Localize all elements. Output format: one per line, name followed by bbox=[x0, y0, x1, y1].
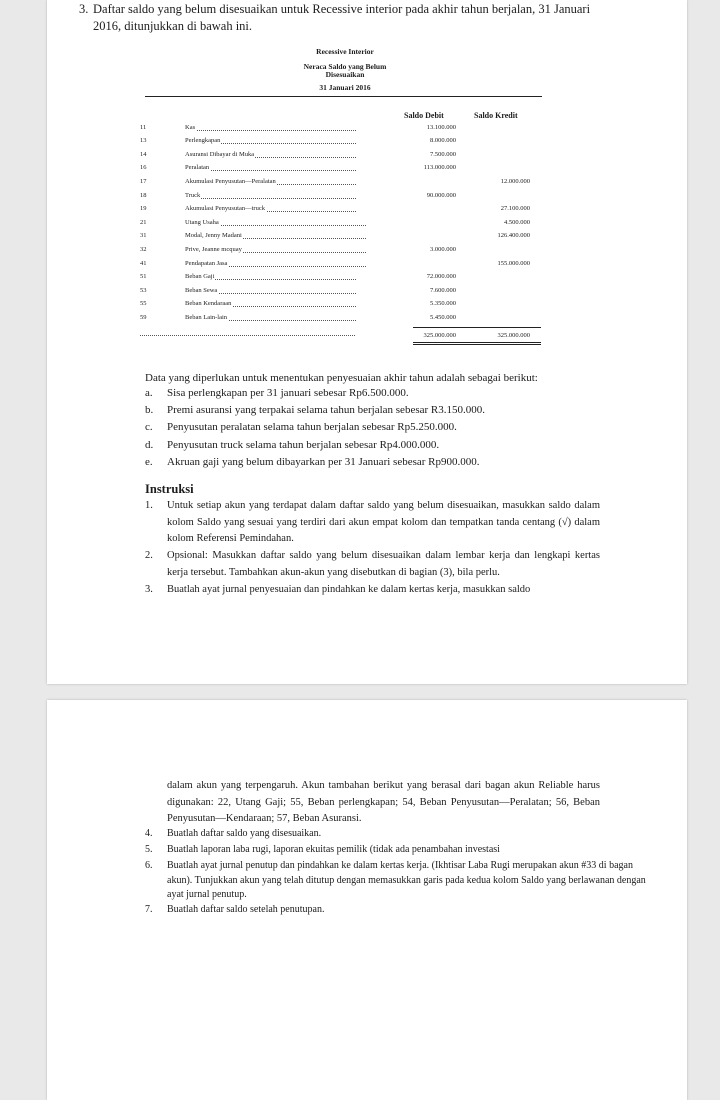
instruction-item bbox=[145, 498, 600, 548]
credit-amount: 12.000.000 bbox=[500, 177, 530, 185]
account-name: Beban Lain-lain bbox=[185, 313, 228, 321]
account-name: Kas bbox=[185, 123, 196, 131]
account-name: Utang Usaha bbox=[185, 218, 219, 226]
account-name: Pendapatan Jasa bbox=[185, 259, 228, 267]
statement-title-line1: Neraca Saldo yang Belum bbox=[303, 62, 387, 71]
adjustment-item bbox=[145, 454, 605, 471]
table-row bbox=[140, 232, 540, 246]
account-number: 11 bbox=[140, 123, 147, 131]
debit-amount: 72.000.000 bbox=[426, 273, 456, 281]
item-text: Buatlah laporan laba rugi, laporan ekuitas pemilik (tidak ada penambahan investasi bbox=[167, 844, 500, 855]
account-number: 21 bbox=[140, 218, 147, 226]
table-row bbox=[140, 246, 540, 260]
account-number: 17 bbox=[140, 177, 147, 185]
item-text: Penyusutan peralatan selama tahun berjalan sebesar Rp5.250.000. bbox=[167, 421, 457, 434]
item-marker: 7. bbox=[145, 904, 153, 915]
total-top-rule bbox=[413, 327, 541, 328]
table-row bbox=[140, 300, 540, 314]
account-number: 16 bbox=[140, 164, 147, 172]
item-text: Buatlah daftar saldo yang disesuaikan. bbox=[167, 828, 322, 839]
statement-date: 31 Januari 2016 bbox=[319, 83, 371, 92]
item-marker: 6. bbox=[145, 860, 153, 871]
debit-amount: 90.000.000 bbox=[426, 191, 456, 199]
account-name: Beban Kendaraan bbox=[185, 300, 232, 308]
item-marker: 1. bbox=[145, 500, 153, 511]
debit-amount: 5.350.000 bbox=[430, 300, 456, 308]
account-name: Asuransi Dibayar di Muka bbox=[185, 150, 255, 158]
account-number: 32 bbox=[140, 245, 147, 253]
statement-title-line2: Disesuaikan bbox=[325, 70, 365, 79]
total-credit: 325.000.000 bbox=[497, 332, 530, 339]
credit-amount: 27.100.000 bbox=[500, 205, 530, 213]
account-name: Perlengkapan bbox=[185, 137, 221, 145]
account-number: 13 bbox=[140, 137, 147, 145]
item-marker: a. bbox=[145, 387, 153, 399]
account-number: 51 bbox=[140, 273, 147, 281]
item-marker: e. bbox=[145, 455, 153, 468]
item-text: Untuk setiap akun yang terdapat dalam daftar saldo yang belum disesuaikan, masukkan saldo dalam kolom Saldo yang sesuai yang terdiri dari akun empat kolom dan tempatkan tanda centang (√) dalam kolom Referensi Pemindahan. bbox=[167, 500, 600, 544]
adjustment-item bbox=[145, 419, 605, 436]
instruction-item bbox=[145, 903, 650, 918]
account-name: Truck bbox=[185, 191, 201, 199]
table-row bbox=[140, 219, 540, 233]
total-leader-line bbox=[140, 335, 355, 336]
item-text: Premi asuransi yang terpakai selama tahun berjalan sebesar R3.150.000. bbox=[167, 404, 485, 417]
total-double-rule-2 bbox=[413, 344, 541, 345]
table-row bbox=[140, 287, 540, 301]
account-number: 19 bbox=[140, 205, 147, 213]
table-row bbox=[140, 124, 540, 138]
total-debit: 325.000.000 bbox=[423, 332, 456, 339]
account-number: 53 bbox=[140, 286, 147, 294]
table-row bbox=[140, 137, 540, 151]
item-marker: b. bbox=[145, 404, 154, 417]
item-marker: 3. bbox=[145, 584, 153, 595]
item-text: Buatlah daftar saldo setelah penutupan. bbox=[167, 904, 325, 915]
account-name: Prive, Jeanne mcquay bbox=[185, 245, 242, 253]
account-number: 14 bbox=[140, 150, 147, 158]
item-marker: d. bbox=[145, 438, 154, 451]
debit-amount: 3.000.000 bbox=[430, 245, 456, 253]
instructions-heading: Instruksi bbox=[145, 482, 194, 496]
leader-line bbox=[186, 124, 356, 131]
item-text: Akruan gaji yang belum dibayarkan per 31 Januari sebesar Rp900.000. bbox=[167, 455, 480, 468]
col-header-debit: Saldo Debit bbox=[404, 111, 444, 120]
account-name: Peralatan bbox=[185, 164, 210, 172]
debit-amount: 7.600.000 bbox=[430, 286, 456, 294]
debit-amount: 7.500.000 bbox=[430, 150, 456, 158]
adjustment-item bbox=[145, 385, 605, 402]
item-text: Opsional: Masukkan daftar saldo yang belum disesuaikan dalam lembar kerja dan lengkapi kertas kerja tersebut. Tambahkan akun-akun yang disebutkan di bagian (3), bila perlu. bbox=[167, 550, 600, 578]
table-row bbox=[140, 164, 540, 178]
continuation-text: dalam akun yang terpengaruh. Akun tambahan berikut yang berasal dari bagan akun Reliable harus digunakan: 22, Utang Gaji; 55, Beban perlengkapan; 54, Beban Penyusutan—Peralatan; 56, Beban Penyusutan—Kendaraan; 57, Beban Asuransi. bbox=[167, 780, 600, 824]
table-row bbox=[140, 260, 540, 274]
account-number: 59 bbox=[140, 313, 147, 321]
instruction-item bbox=[145, 843, 650, 858]
item-text: Buatlah ayat jurnal penyesuaian dan pindahkan ke dalam kertas kerja, masukkan saldo bbox=[167, 584, 531, 595]
account-name: Beban Sewa bbox=[185, 286, 218, 294]
account-number: 31 bbox=[140, 232, 147, 240]
leader-line bbox=[186, 164, 356, 171]
item-text: Sisa perlengkapan per 31 januari sebesar Rp6.500.000. bbox=[167, 387, 409, 399]
header-rule bbox=[145, 96, 542, 97]
account-name: Beban Gaji bbox=[185, 273, 215, 281]
item-marker: 4. bbox=[145, 828, 153, 839]
debit-amount: 5.450.000 bbox=[430, 313, 456, 321]
company-name: Recessive Interior bbox=[316, 47, 374, 56]
account-name: Akumulasi Penyusutan—truck bbox=[185, 205, 265, 213]
question-text: Daftar saldo yang belum disesuaikan untuk Recessive interior pada akhir tahun berjalan, 31 Januari 2016, ditunjukkan di bawah ini. bbox=[93, 2, 591, 33]
table-row bbox=[140, 273, 540, 287]
account-number: 55 bbox=[140, 300, 147, 308]
total-double-rule-1 bbox=[413, 342, 541, 343]
table-row bbox=[140, 178, 540, 192]
item-marker: c. bbox=[145, 421, 153, 434]
adjustment-item bbox=[145, 402, 605, 419]
account-number: 18 bbox=[140, 191, 147, 199]
item-marker: 5. bbox=[145, 844, 153, 855]
item-text: Buatlah ayat jurnal penutup dan pindahkan ke dalam kertas kerja. (Ikhtisar Laba Rugi merupakan akun #33 di bagan akun). Tunjukkan akun yang telah ditutup dengan memasukkan garis pada kedua kolom Saldo yang berlawanan dengan ayat jurnal penutup. bbox=[167, 860, 646, 900]
adjustment-item bbox=[145, 437, 605, 454]
account-number: 41 bbox=[140, 259, 147, 267]
leader-line bbox=[186, 192, 356, 199]
instruction-3-continuation bbox=[167, 778, 600, 828]
table-row bbox=[140, 205, 540, 219]
table-row bbox=[140, 192, 540, 206]
account-name: Modal, Jenny Madani bbox=[185, 232, 242, 240]
adjustments-intro: Data yang diperlukan untuk menentukan penyesuaian akhir tahun adalah sebagai berikut: bbox=[145, 372, 538, 384]
item-marker: 2. bbox=[145, 550, 153, 561]
question-number: 3. bbox=[79, 2, 89, 16]
table-row bbox=[140, 314, 540, 328]
table-row bbox=[140, 151, 540, 165]
debit-amount: 8.000.000 bbox=[430, 137, 456, 145]
account-name: Akumulasi Penyusutan—Peralatan bbox=[185, 177, 276, 185]
question-title bbox=[79, 1, 619, 35]
credit-amount: 126.400.000 bbox=[497, 232, 530, 240]
instruction-item bbox=[145, 827, 650, 842]
credit-amount: 4.500.000 bbox=[504, 218, 530, 226]
credit-amount: 155.000.000 bbox=[497, 259, 530, 267]
instruction-item bbox=[145, 548, 600, 581]
instruction-item bbox=[145, 582, 600, 599]
instruction-item bbox=[145, 859, 650, 903]
debit-amount: 13.100.000 bbox=[426, 123, 456, 131]
item-text: Penyusutan truck selama tahun berjalan sebesar Rp4.000.000. bbox=[167, 438, 440, 451]
col-header-credit: Saldo Kredit bbox=[474, 111, 518, 120]
debit-amount: 113.000.000 bbox=[423, 164, 456, 172]
